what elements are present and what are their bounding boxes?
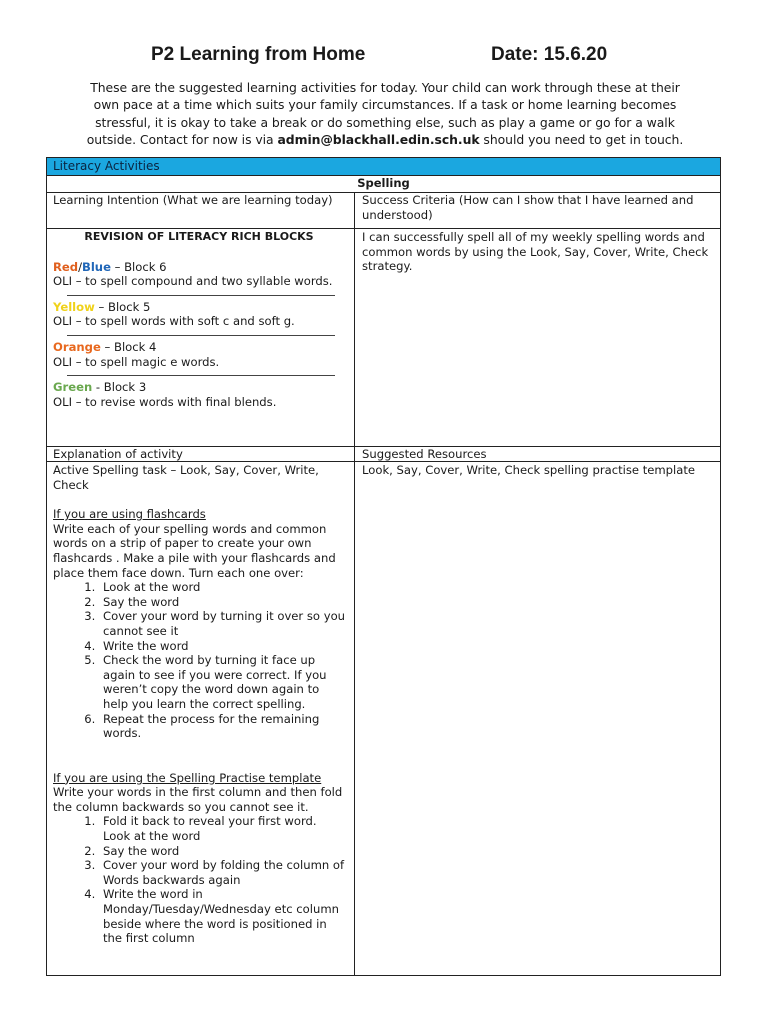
template-steps [53,814,345,945]
revision-heading: REVISION OF LITERACY RICH BLOCKS [84,230,314,243]
list-item: 4. Write the word [99,639,345,654]
colour-green: Green [53,380,93,395]
intro-line: These are the suggested learning activities for today. Your child can work through these at their [90,80,680,95]
success-criteria-label: Success Criteria (How can I show that I have learned and understood) [362,193,694,222]
spacer [53,492,345,507]
title-row [0,44,770,74]
intro-text: should you need to get in touch. [479,131,684,147]
resources-label: Suggested Resources [362,447,487,461]
learning-intention-label: Learning Intention (What we are learning today) [53,193,333,207]
list-item: 3. Cover your word by folding the column of Words backwards again [99,858,345,887]
block-label: - Block 3 [92,380,147,395]
list-item: 3. Cover your word by turning it over so you cannot see it [99,609,345,638]
intro-line: stressful, it is okay to take a break or do something else, such as play a game or go for a walk [95,114,675,130]
section-header [47,158,720,176]
page-date: Date: 15.6.20 [491,44,608,65]
block-oli: OLI – to spell words with soft c and soft g. [53,314,295,329]
list-item: 2. Say the word [99,595,345,610]
flashcards-heading: If you are using flashcards [53,507,206,522]
column-divider [354,192,355,976]
page-title: P2 Learning from Home [151,44,366,65]
section-title: Literacy Activities [53,159,160,173]
block-5 [53,300,345,315]
colour-yellow: Yellow [53,299,95,314]
subject-header [47,176,720,193]
divider-rule [67,295,335,296]
list-item: 1. Look at the word [99,580,345,595]
intro-line: own pace at a time which suits your family circumstances. If a task or home learning becomes [93,97,677,113]
success-criteria-content: I can successfully spell all of my weekly spelling words and common words by using the Look, Say, Cover, Write, Check strategy. [362,230,709,274]
explanation-content [53,463,345,946]
colour-blue: Blue [82,259,111,274]
block-label: – Block 5 [94,299,151,314]
block-oli: OLI – to spell magic e words. [53,354,220,369]
block-oli: OLI – to spell compound and two syllable words. [53,274,333,289]
learning-intention-content [53,230,345,409]
list-item: 4. Write the word in Monday/Tuesday/Wednesday etc column beside where the word is positioned in the first column [99,887,345,945]
block-oli: OLI – to revise words with final blends. [53,394,277,409]
contact-email[interactable]: admin@blackhall.edin.sch.uk [277,131,480,147]
colour-red: Red [53,259,79,274]
intro-text: outside. Contact for now is via [86,131,278,147]
template-heading: If you are using the Spelling Practise template [53,770,322,785]
intro-line [46,131,724,148]
colour-sep: / [78,259,82,274]
subject-title: Spelling [357,176,410,190]
colour-orange: Orange [53,339,101,354]
activities-table [46,157,721,976]
spacer [53,741,345,771]
spacer [53,245,345,260]
block-label: – Block 6 [110,259,167,274]
resources-content: Look, Say, Cover, Write, Check spelling practise template [362,463,696,477]
list-item: 2. Say the word [99,844,345,859]
explanation-label: Explanation of activity [53,447,183,461]
divider-rule [67,335,335,336]
flashcards-steps [53,580,345,741]
flashcards-intro: Write each of your spelling words and common words on a strip of paper to create your own flashcards . Make a pile with your flashcards and place them face down. Turn each one over: [53,521,336,580]
list-item: 1. Fold it back to reveal your first word. Look at the word [99,814,345,843]
block-6 [53,260,345,275]
row-divider [47,228,720,229]
list-item: 6. Repeat the process for the remaining words. [99,712,345,741]
intro-paragraph [46,79,724,148]
block-3 [53,380,345,395]
activity-title: Active Spelling task – Look, Say, Cover, Write, Check [53,463,319,492]
template-intro: Write your words in the first column and then fold the column backwards so you cannot see it. [53,785,343,814]
block-label: – Block 4 [100,339,157,354]
block-4 [53,340,345,355]
divider-rule [67,375,335,376]
list-item: 5. Check the word by turning it face up again to see if you were correct. If you weren’t copy the word down again to help you learn the correct spelling. [99,653,345,711]
